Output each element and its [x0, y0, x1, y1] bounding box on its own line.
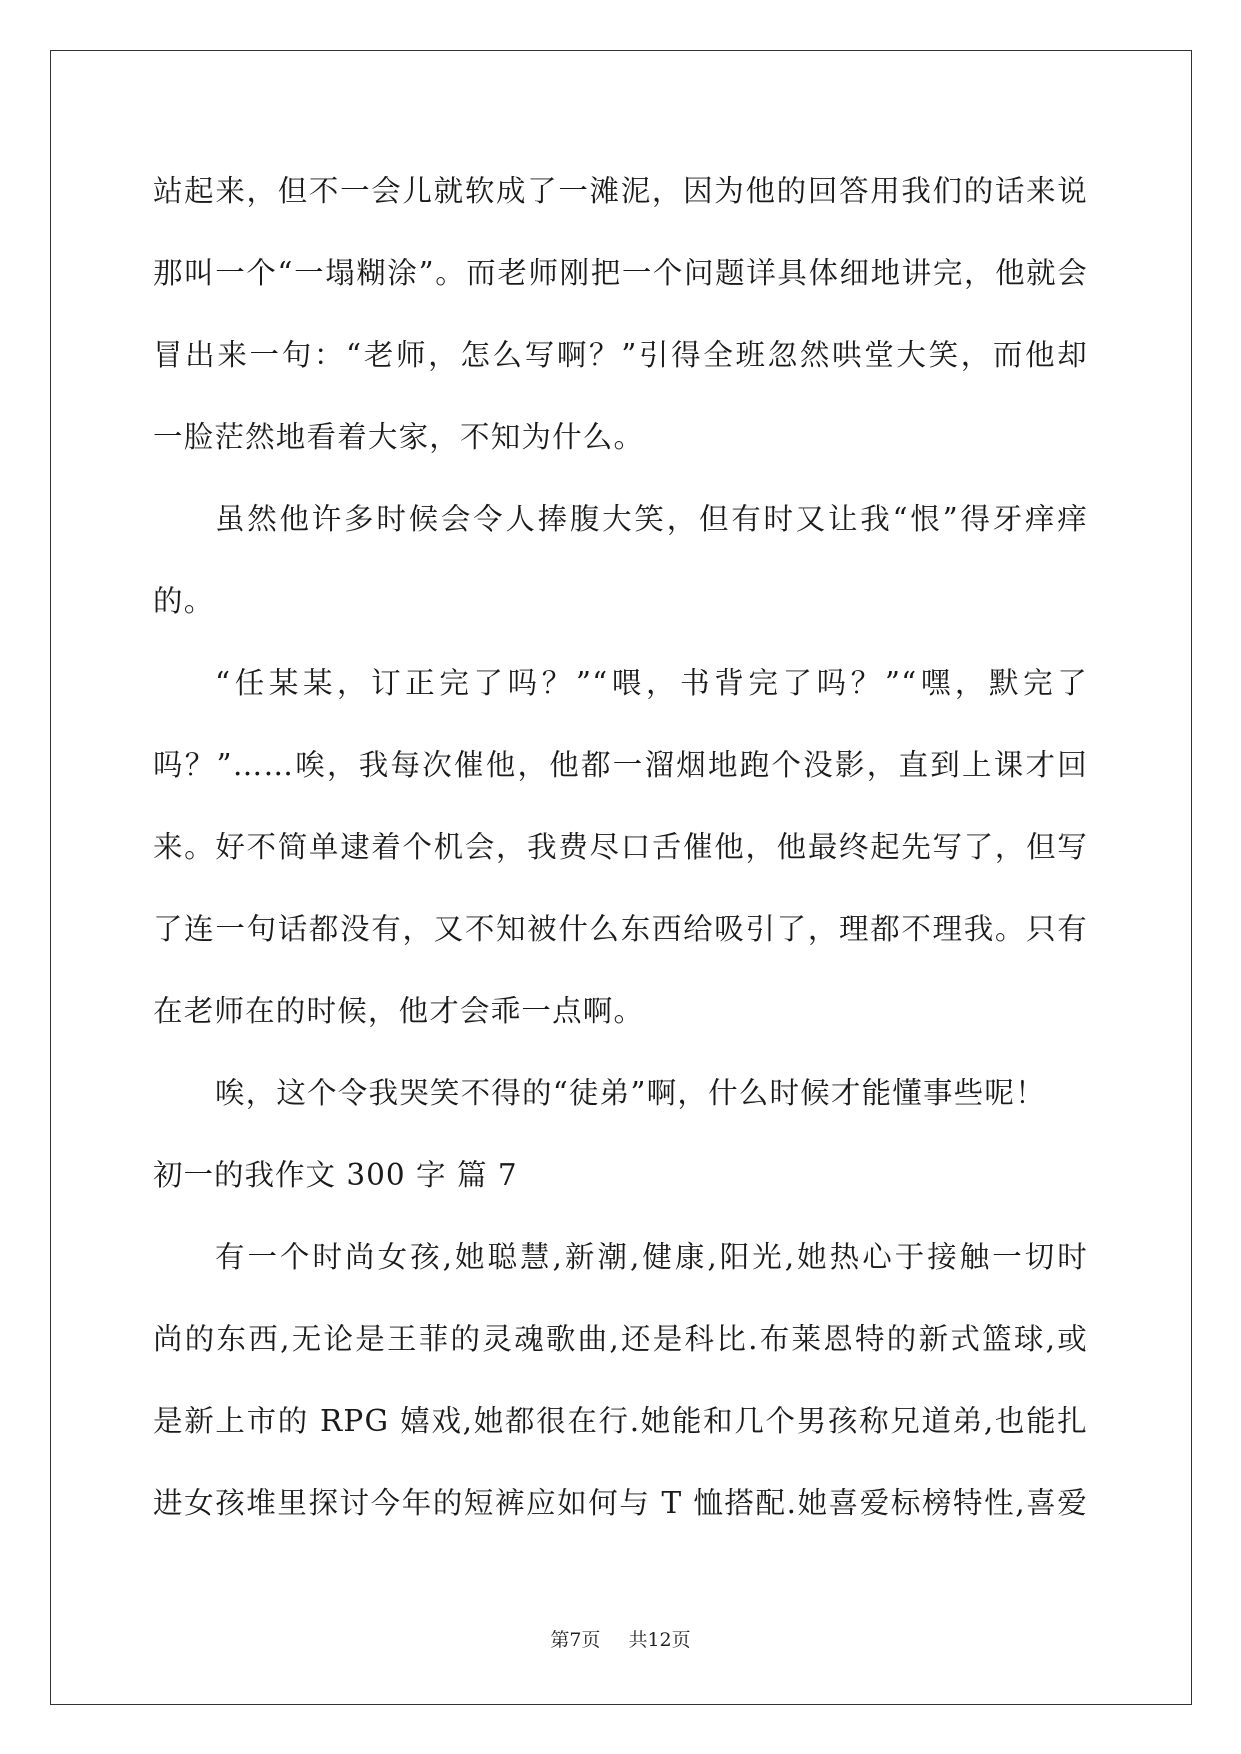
page-total: 共12页	[628, 1629, 691, 1651]
text-line: 是新上市的 RPG 嬉戏,她都很在行.她能和几个男孩称兄道弟,也能扎	[153, 1404, 1088, 1438]
text-line: 一脸茫然地看着大家，不知为什么。	[153, 420, 645, 454]
text-line: 那叫一个“一塌糊涂”。而老师刚把一个问题详具体细地讲完，他就会	[153, 256, 1088, 290]
page-number: 第7页	[550, 1629, 601, 1651]
section-heading: 初一的我作文 300 字 篇 7	[153, 1158, 518, 1192]
text-line: 的。	[153, 584, 215, 618]
paragraph-first-line: 有一个时尚女孩,她聪慧,新潮,健康,阳光,她热心于接触一切时	[215, 1240, 1088, 1274]
paragraph-first-line: “任某某，订正完了吗？”“喂，书背完了吗？”“嘿，默完了	[215, 666, 1088, 700]
page-footer	[0, 1625, 1241, 1652]
text-line: 来。好不简单逮着个机会，我费尽口舌催他，他最终起先写了，但写	[153, 830, 1088, 864]
paragraph-first-line: 虽然他许多时候会令人捧腹大笑，但有时又让我“恨”得牙痒痒	[215, 502, 1088, 536]
text-line: 在老师在的时候，他才会乖一点啊。	[153, 994, 645, 1028]
paragraph-first-line: 唉，这个令我哭笑不得的“徒弟”啊，什么时候才能懂事些呢！	[215, 1076, 1046, 1110]
text-line: 了连一句话都没有，又不知被什么东西给吸引了，理都不理我。只有	[153, 912, 1088, 946]
text-line: 尚的东西,无论是王菲的灵魂歌曲,还是科比.布莱恩特的新式篮球,或	[153, 1322, 1088, 1356]
text-line: 站起来，但不一会儿就软成了一滩泥，因为他的回答用我们的话来说	[153, 174, 1088, 208]
text-line: 吗？”……唉，我每次催他，他都一溜烟地跑个没影，直到上课才回	[153, 748, 1088, 782]
document-body	[153, 150, 1088, 1544]
text-line: 进女孩堆里探讨今年的短裤应如何与 T 恤搭配.她喜爱标榜特性,喜爱	[153, 1486, 1088, 1520]
text-line: 冒出来一句：“老师，怎么写啊？”引得全班忽然哄堂大笑，而他却	[153, 338, 1088, 372]
